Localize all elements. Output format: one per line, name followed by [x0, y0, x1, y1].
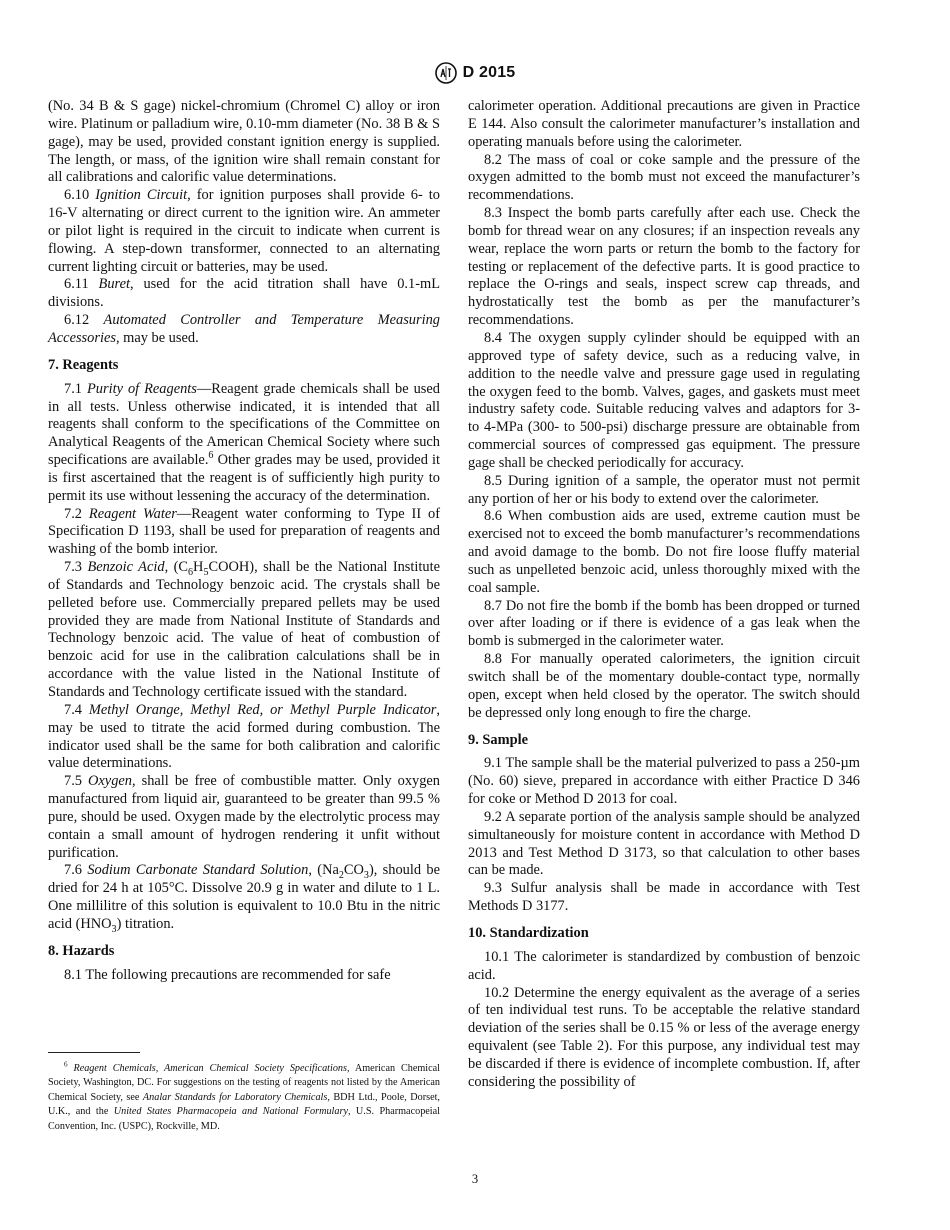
footnote-ref: 6 — [208, 450, 214, 462]
right-column — [468, 98, 860, 1092]
document-id: D 2015 — [462, 64, 516, 81]
section-9-3: 9.3 Sulfur analysis shall be made in accordance with Test Methods D 3177. — [468, 880, 860, 915]
paragraph: calorimeter operation. Additional precautions are given in Practice E 144. Also consult the calorimeter manufacturer’s installation and operating manuals before using the calorimeter. — [468, 98, 860, 150]
section-10-2: 10.2 Determine the energy equivalent as the average of a series of ten individual test runs. To be acceptable the relative standard deviation of the series shall be 0.15 % or less of the average energy equivalent (see Table 2). For this purpose, any individual test may be discarded if there is evidence of incomplete combustion. If, after considering the possibility of — [468, 984, 860, 1090]
section-6-12: 6.12 Automated Controller and Temperature Measuring Accessories, may be used. — [48, 312, 440, 346]
section-7-4: 7.4 Methyl Orange, Methyl Red, or Methyl Purple Indicator, may be used to titrate the acid formed during combustion. The indicator used shall be the same for both calibration and calorific value determinations. — [48, 701, 440, 772]
section-8-8: 8.8 For manually operated calorimeters, the ignition circuit switch shall be of the momentary double-contact type, normally open, except when held closed by the operator. The switch should be depressed only long enough to fire the charge. — [468, 651, 860, 721]
page-header — [0, 62, 950, 84]
paragraph: (No. 34 B & S gage) nickel-chromium (Chromel C) alloy or iron wire. Platinum or palladium wire, 0.10-mm diameter (No. 38 B & S gage), may be used, provided constant ignition energy is supplied. The length, or mass, of the ignition wire shall remain constant for all calibrations and calorific value determinations. — [48, 98, 440, 186]
section-9-1: 9.1 The sample shall be the material pulverized to pass a 250-µm (No. 60) sieve, prepared in accordance with either Practice D 346 for coke or Method D 2013 for coal. — [468, 755, 860, 808]
section-7-2: 7.2 Reagent Water—Reagent water conforming to Type II of Specification D 1193, shall be used for preparation of reagents and washing of the bomb interior. — [48, 505, 441, 558]
section-8-5: 8.5 During ignition of a sample, the operator must not permit any portion of her or his body to extend over the calorimeter. — [468, 472, 860, 507]
section-8-2: 8.2 The mass of coal or coke sample and the pressure of the oxygen admitted to the bomb must not exceed the manufacturer’s recommendations. — [468, 151, 860, 204]
section-7-5: 7.5 Oxygen, shall be free of combustible matter. Only oxygen manufactured from liquid air, guaranteed to be greater than 99.5 % pure, should be used. Oxygen made by the electrolytic process may contain a small amount of hydrogen rendering it unfit without purification. — [48, 773, 440, 861]
section-8-7: 8.7 Do not fire the bomb if the bomb has been dropped or turned over after loading or if there is evidence of a gas leak when the bomb is submerged in the calorimeter water. — [468, 597, 860, 650]
heading-standardization: 10. Standardization — [468, 924, 589, 941]
astm-logo-icon — [435, 62, 457, 84]
section-7-3: 7.3 Benzoic Acid, $(C_6H_5COOH)$, shall be the National Institute of Standards and Technology benzoic acid. The crystals shall be pelleted before use. Commercially prepared pellets may be used provided they are made from National Institute of Standards and Technology benzoic acid. The value of heat of combustion of benzoic acid for use in the calibration calculations shall be in accordance with the value listed in the National Institute of Standards and Technology certificate issued with the standard. — [48, 559, 440, 700]
footnote-number: 6 — [64, 1060, 68, 1069]
section-10-1: 10.1 The calorimeter is standardized by combustion of benzoic acid. — [468, 948, 860, 983]
section-8-1: 8.1 The following precautions are recommended for safe — [64, 966, 391, 983]
section-8-3: 8.3 Inspect the bomb parts carefully after each use. Check the bomb for thread wear on any closures; if an inspection reveals any wear, replace the worn parts or return the bomb to the factory for testing or replacement of the defective parts. It is good practice to replace the O-rings and seals, inspect screw cap threads, and hydrostatically test the bomb as per the manufacturer’s recommendations. — [468, 205, 860, 329]
section-8-4: 8.4 The oxygen supply cylinder should be equipped with an approved type of safety device, such as a reducing valve, in addition to the needle valve and pressure gage used in regulating the oxygen feed to the bomb. Valves, gages, and gaskets must meet industry safety code. Suitable reducing valves and adaptors for 3- to 4-MPa (300- to 500-psi) discharge pressure are obtainable from commercial sources of compressed gas equipment. The pressure gage shall be checked periodically for accuracy. — [468, 329, 860, 471]
section-6-11: 6.11 Buret, used for the acid titration shall have 0.1-mL divisions. — [48, 276, 440, 311]
left-column — [48, 98, 440, 985]
section-8-6: 8.6 When combustion aids are used, extreme caution must be exercised not to exceed the bomb manufacturer’s recommendations and avoid damage to the bomb. Do not fire loose fluffy material such as unpelleted benzoic acid, unless thoroughly mixed with the coal sample. — [468, 508, 860, 596]
footnote-divider — [48, 1052, 140, 1053]
heading-reagents: 7. Reagents — [48, 356, 119, 373]
section-7-6: 7.6 Sodium Carbonate Standard Solution, $(Na_2CO_3)$, should be dried for 24 h at 105°C. Dissolve 20.9 g in water and dilute to 1 L. One millilitre of this solution is equivalent to 10.0 Btu in the nitric acid $(HNO_3)$ titration. — [48, 862, 440, 935]
section-7-1: 7.1 Purity of Reagents—Reagent grade chemicals shall be used in all tests. Unless otherwise indicated, it is intended that all reagents shall conform to the specifications of the Committee on Analytical Reagents of the American Chemical Society where such specifications are available.$^6$ Other grades may be used, provided it is first ascertained that the reagent is of sufficiently high purity to permit its use without lessening the accuracy of the determination. — [48, 380, 440, 504]
section-6-10: 6.10 Ignition Circuit, for ignition purposes shall provide 6- to 16-V alternating or direct current to the ignition wire. An ammeter or pilot light is required in the circuit to indicate when current is flowing. A step-down transformer, connected to an alternating current lighting circuit or batteries, may be used. — [48, 187, 440, 275]
footnote: $^6$ Reagent Chemicals, American Chemical Society Specifications, American Chemical Society, Washington, DC. For suggestions on the testing of reagents not listed by the American Chemical Society, see Analar Standards for Laboratory Chemicals, BDH Ltd., Poole, Dorset, U.K., and the United States Pharmacopeia and National Formulary, U.S. Pharmacopeial Convention, Inc. (USPC), Rockville, MD. — [48, 1060, 441, 1132]
heading-hazards: 8. Hazards — [48, 942, 115, 959]
section-9-2: 9.2 A separate portion of the analysis sample should be analyzed simultaneously for moisture content in accordance with Method D 2013 and Test Method D 3173, so that calculation to other bases can be made. — [468, 808, 860, 879]
heading-sample: 9. Sample — [468, 731, 528, 748]
page-number: 3 — [471, 1172, 479, 1186]
